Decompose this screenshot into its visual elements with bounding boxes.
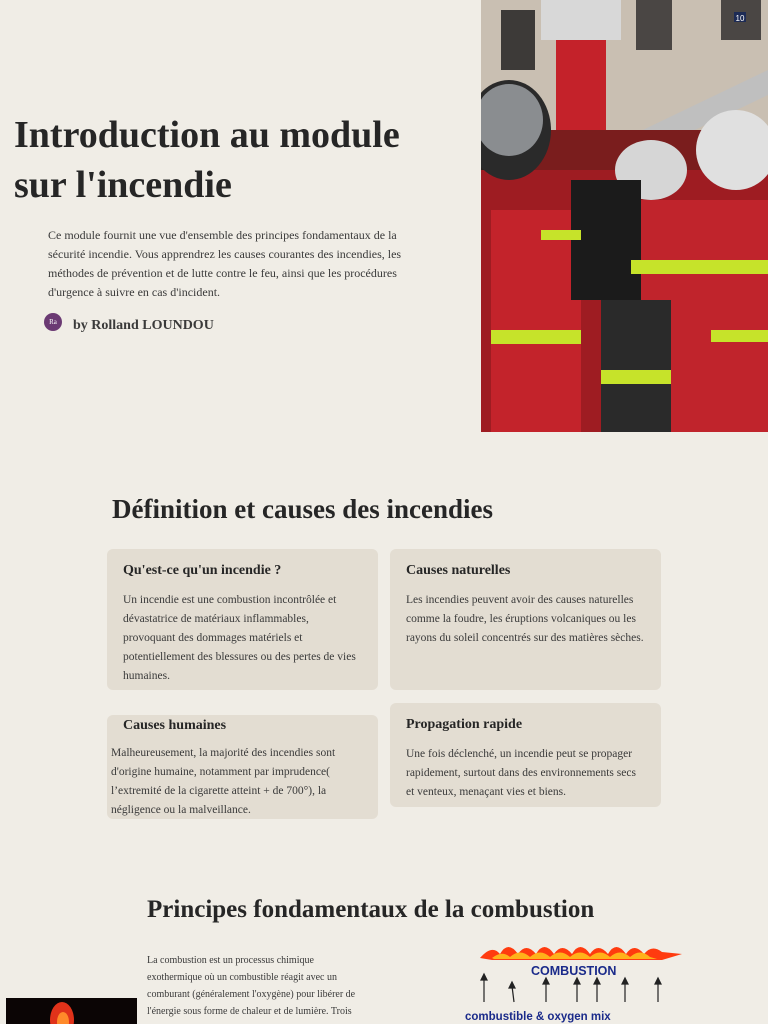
combustion-diagram [462, 936, 692, 1024]
card-human-causes [107, 715, 378, 819]
card-natural-causes [390, 549, 661, 690]
card-title: Causes humaines [123, 718, 227, 733]
hero-description: Ce module fournit une vue d'ensemble des principes fondamentaux de la sécurité incendie. Vous apprendrez les causes courantes des incendies, les méthodes de prévention et de lutte contre le feu, ainsi que les procédures d'urgence à suivre en cas d'incident. [48, 228, 402, 299]
card-text: Les incendies peuvent avoir des causes naturelles comme la foudre, les éruptions volcaniques ou les rayons du soleil concentrés sur des matières sèches. [406, 594, 644, 644]
card-title: Causes naturelles [406, 563, 511, 578]
card-text: Une fois déclenché, un incendie peut se propager rapidement, surtout dans des environnements secs et venteux, menaçant vies et biens. [406, 748, 636, 798]
hero-photo-firefighters [481, 0, 768, 432]
diagram-label-combustion: COMBUSTION [531, 964, 617, 978]
section-title-definitions: Définition et causes des incendies [112, 494, 493, 524]
author-block [44, 310, 214, 334]
section-title-combustion: Principes fondamentaux de la combustion [147, 896, 595, 923]
card-title: Propagation rapide [406, 717, 523, 732]
diagram-label-mix: combustible & oxygen mix [465, 1011, 611, 1023]
fire-photo [6, 998, 137, 1024]
card-text: Malheureusement, la majorité des incendies sont d'origine humaine, notamment par imprudence( l’extremité de la cigarette atteint + de 700°), la négligence ou la malveillance. [111, 747, 336, 816]
building-number: 10 [735, 14, 745, 23]
page-title: Introduction au module sur l'incendie [14, 114, 400, 206]
card-text: Un incendie est une combustion incontrôlée et dévastatrice de matériaux inflammables, provoquant des dommages matériels et potentiellement des blessures ou des pertes de vies humaines. [123, 594, 356, 682]
firefighters-illustration [481, 0, 768, 432]
author-name: by Rolland LOUNDOU [73, 318, 214, 333]
avatar: Ra [44, 313, 62, 331]
card-what-is-fire [107, 549, 378, 690]
fire-image [6, 998, 137, 1024]
combustion-text: La combustion est un processus chimique exothermique où un combustible réagit avec un comburant (généralement l'oxygène) pour libérer de l'énergie sous forme de chaleur et de lumière. Trois [147, 955, 356, 1017]
card-title: Qu'est-ce qu'un incendie ? [123, 563, 282, 578]
card-rapid-spread [390, 703, 661, 807]
